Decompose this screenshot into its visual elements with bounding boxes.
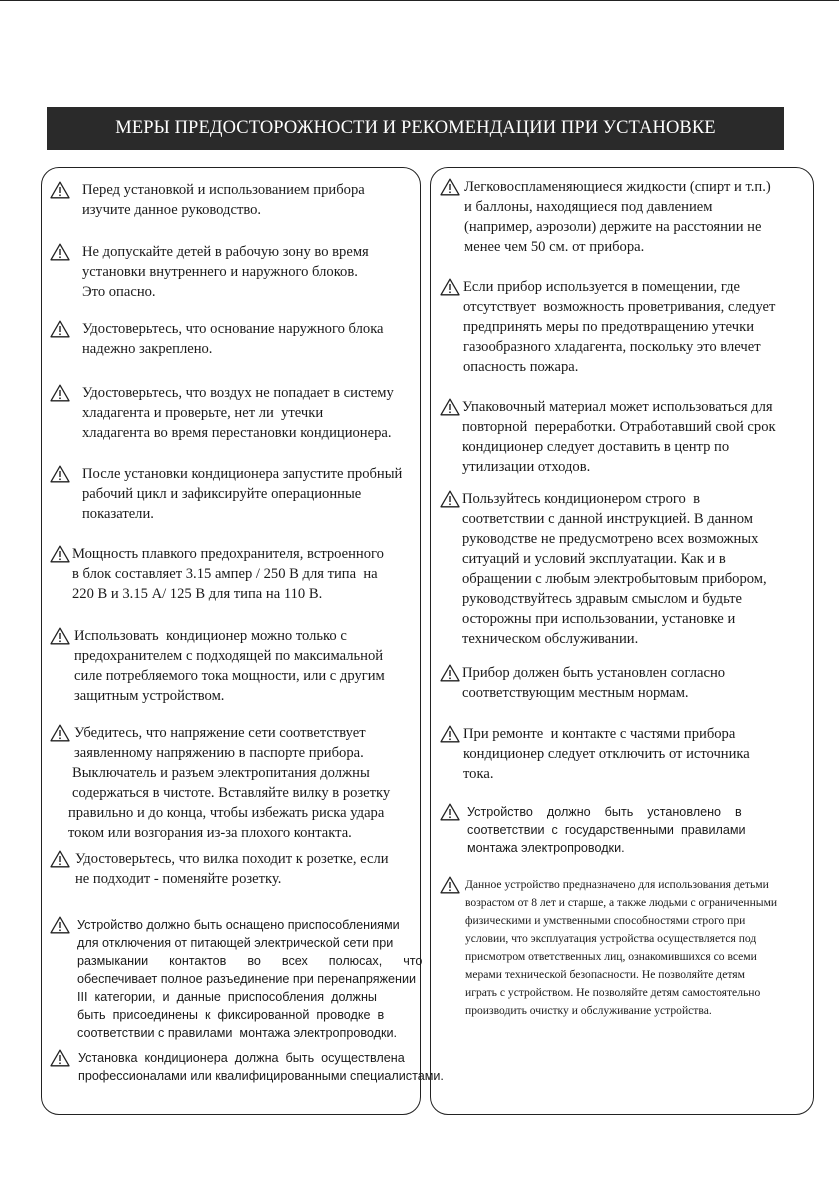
warning-triangle-icon [440, 725, 460, 743]
precaution-text-line: утилизации отходов. [462, 459, 591, 475]
precaution-text-line: правильно и до конца, чтобы избежать риска удара [68, 805, 385, 821]
precaution-text-line: предохранителем с подходящей по максимальной [74, 648, 384, 664]
precaution-text-line: Удостоверьтесь, что воздух не попадает в систему [82, 385, 394, 401]
warning-triangle-icon [50, 320, 70, 338]
precaution-text-line: повторной переработки. Отработавший свой срок [462, 419, 776, 435]
precaution-text-line: Перед установкой и использованием прибора [82, 182, 365, 198]
precaution-text-line: Установка кондиционера должна быть осуществлена [78, 1051, 405, 1065]
warning-triangle-icon [440, 876, 460, 894]
precaution-text-line: руководствуйтесь здравым смыслом и будьте [462, 591, 743, 607]
precaution-text-line: обеспечивает полное разъединение при перенапряжении [77, 972, 417, 986]
precaution-text-line: не подходит - поменяйте розетку. [75, 871, 282, 887]
precaution-text-line: газообразного хладагента, поскольку это влечет [463, 339, 761, 355]
precaution-text-line: Упаковочный материал может использоваться для [462, 399, 773, 415]
section-title-banner [47, 107, 784, 150]
precaution-text-line: заявленному напряжению в паспорте прибора. [74, 745, 364, 761]
precaution-text-line: ситуаций и условий эксплуатации. Как и в [462, 551, 726, 567]
warning-triangle-icon [440, 398, 460, 416]
precaution-text-line: возрастом от 8 лет и старше, а также людьми с ограниченными [465, 896, 778, 909]
precaution-text-line: осторожны при использовании, установке и [462, 611, 736, 627]
precaution-text-line: предпринять меры по предотвращению утечки [463, 319, 755, 335]
precaution-text-line: Если прибор используется в помещении, где [463, 279, 740, 295]
precaution-text-line: отсутствует возможность проветривания, следует [463, 299, 776, 315]
precaution-text-line: профессионалами или квалифицированными специалистами. [78, 1069, 444, 1083]
precaution-text-line: рабочий цикл и зафиксируйте операционные [82, 486, 362, 502]
warning-triangle-icon [50, 724, 70, 742]
warning-triangle-icon [50, 1049, 70, 1067]
precaution-text-line: Удостоверьтесь, что основание наружного блока [82, 321, 384, 337]
precaution-text-line: руководстве не предусмотрено всех возможных [462, 531, 759, 547]
warning-triangle-icon [50, 916, 70, 934]
precaution-text-line: Прибор должен быть установлен согласно [462, 665, 726, 681]
precaution-text-line: монтажа электропроводки. [467, 841, 625, 855]
precaution-text-line: обращении с любым электробытовым прибором, [462, 571, 767, 587]
precaution-text-line: соответствующим местным нормам. [462, 685, 689, 701]
precaution-text-line: Убедитесь, что напряжение сети соответствует [74, 725, 366, 741]
precaution-text-line: мерами технической безопасности. Не позволяйте детям [465, 968, 745, 981]
precaution-text-line: Удостоверьтесь, что вилка походит к розетке, если [75, 851, 389, 867]
precaution-text-line: менее чем 50 см. от прибора. [464, 239, 645, 255]
precaution-text-line: соответствии с правилами монтажа электропроводки. [77, 1026, 398, 1040]
precaution-text-line: Мощность плавкого предохранителя, встроенного [72, 546, 384, 562]
precaution-text-line: Пользуйтесь кондиционером строго в [462, 491, 700, 507]
precaution-text-line: быть присоединены к фиксированной проводке в [77, 1008, 385, 1022]
precaution-text-line: соответствии с данной инструкцией. В данном [462, 511, 754, 527]
precaution-text-line: кондиционер следует отключить от источника [463, 746, 750, 762]
warning-triangle-icon [440, 178, 460, 196]
precaution-text-line: условии, что эксплуатация устройства осуществляется под [465, 932, 757, 945]
warning-triangle-icon [50, 384, 70, 402]
warning-triangle-icon [50, 465, 70, 483]
precaution-text-line: хладагента во время перестановки кондиционера. [82, 425, 392, 441]
precaution-text-line: Это опасно. [82, 284, 156, 300]
warning-triangle-icon [50, 850, 70, 868]
precaution-text-line: изучите данное руководство. [82, 202, 262, 218]
precaution-text-line: размыкании контактов во всех полюсах, что [77, 954, 423, 968]
precaution-text-line: и баллоны, находящиеся под давлением [464, 199, 713, 215]
warning-triangle-icon [440, 664, 460, 682]
precaution-text-line: силе потребляемого тока мощности, или с другим [74, 668, 385, 684]
precaution-text-line: физическими и умственными способностями строго при [465, 914, 746, 927]
precaution-text-line: в блок составляет 3.15 ампер / 250 В для типа на [72, 566, 378, 582]
warning-triangle-icon [440, 803, 460, 821]
precaution-text-line: показатели. [82, 506, 154, 522]
precaution-text-line: Устройство должно быть оснащено приспособлениями [77, 918, 400, 932]
precaution-text-line: опасность пожара. [463, 359, 579, 375]
precaution-text-line: присмотром ответственных лиц, ознакомившихся со всеми [465, 950, 757, 963]
precaution-text-line: Легковоспламеняющиеся жидкости (спирт и т.п.) [464, 179, 771, 195]
warning-triangle-icon [50, 545, 70, 563]
precaution-text-line: производить очистку и обслуживание устройства. [465, 1004, 712, 1017]
precaution-text-line: током или возгорания из-за плохого контакта. [68, 825, 352, 841]
warning-triangle-icon [50, 181, 70, 199]
precaution-text-line: После установки кондиционера запустите пробный [82, 466, 403, 482]
precaution-text-line: Устройство должно быть установлено в [467, 805, 742, 819]
top-rule [0, 0, 839, 1]
precaution-text-line: соответствии с государственными правилами [467, 823, 746, 837]
precaution-text-line: Данное устройство предназначено для использования детьми [465, 878, 769, 891]
precaution-text-line: надежно закреплено. [82, 341, 213, 357]
precaution-text-line: установки внутреннего и наружного блоков. [82, 264, 358, 280]
precaution-text-line: 220 В и 3.15 А/ 125 В для типа на 110 В. [72, 586, 323, 602]
precaution-text-line: техническом обслуживании. [462, 631, 639, 647]
precaution-text-line: защитным устройством. [74, 688, 225, 704]
precaution-text-line: тока. [463, 766, 494, 782]
warning-triangle-icon [440, 278, 460, 296]
warning-triangle-icon [440, 490, 460, 508]
precaution-text-line: (например, аэрозоли) держите на расстоянии не [464, 219, 762, 235]
warning-triangle-icon [50, 243, 70, 261]
precaution-text-line: Не допускайте детей в рабочую зону во время [82, 244, 369, 260]
precaution-text-line: III категории, и данные приспособления должны [77, 990, 377, 1004]
precaution-text-line: кондиционер следует доставить в центр по [462, 439, 730, 455]
precaution-text-line: содержаться в чистоте. Вставляйте вилку в розетку [72, 785, 391, 801]
precaution-text-line: для отключения от питающей электрической сети при [77, 936, 394, 950]
section-title: МЕРЫ ПРЕДОСТОРОЖНОСТИ И РЕКОМЕНДАЦИИ ПРИ УСТАНОВКЕ [115, 118, 716, 138]
precaution-text-line: При ремонте и контакте с частями прибора [463, 726, 736, 742]
warning-triangle-icon [50, 627, 70, 645]
precaution-text-line: хладагента и проверьте, нет ли утечки [82, 405, 324, 421]
precaution-text-line: играть с устройством. Не позволяйте детям самостоятельно [465, 986, 761, 999]
precaution-text-line: Выключатель и разъем электропитания должны [72, 765, 370, 781]
precaution-text-line: Использовать кондиционер можно только с [74, 628, 347, 644]
